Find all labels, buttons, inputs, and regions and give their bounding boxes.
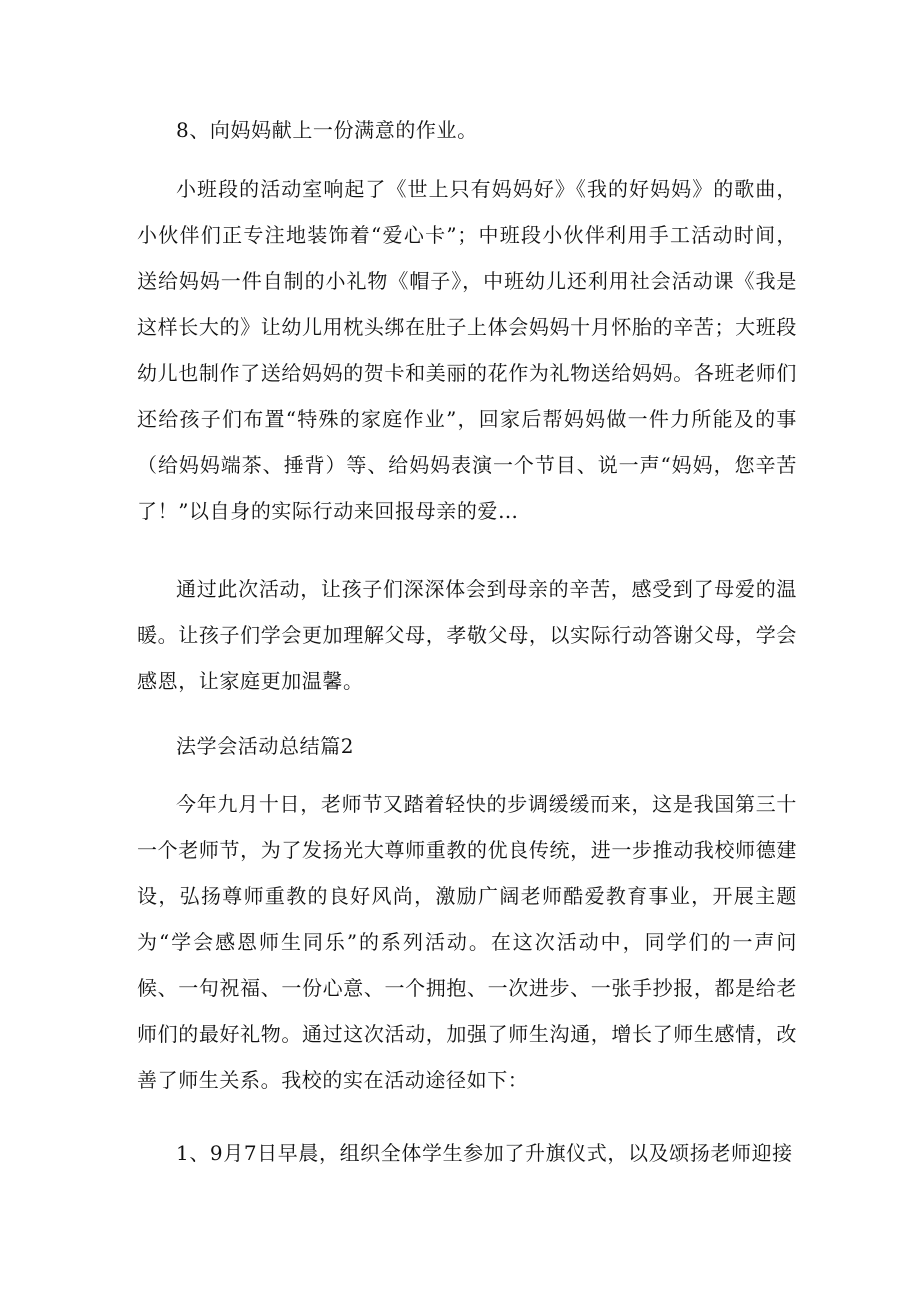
paragraph-activity-summary: 通过此次活动，让孩子们深深体会到母亲的辛苦，感受到了母爱的温暖。让孩子们学会更加理解父母，孝敬父母，以实际行动答谢父母，学会感恩，让家庭更加温馨。 — [137, 577, 797, 693]
list-item-1: 1、9月7日早晨，组织全体学生参加了升旗仪式，以及颂扬老师迎接 — [176, 1141, 793, 1165]
paragraph-teachers-day: 今年九月十日，老师节又踏着轻快的步调缓缓而来，这是我国第三十一个老师节，为了发扬光大尊师重教的优良传统，进一步推动我校师德建设，弘扬尊师重教的良好风尚，激励广阔老师酷爱教育事业，开展主题为“学会感恩师生同乐”的系列活动。在这次活动中，同学们的一声问候、一句祝福、一份心意、一个拥抱、一次进步、一张手抄报，都是给老师们的最好礼物。通过这次活动，加强了师生沟通，增长了师生感情，改善了师生关系。我校的实在活动途径如下： — [137, 792, 797, 1092]
list-item-8: 8、向妈妈献上一份满意的作业。 — [176, 118, 478, 142]
section-title: 法学会活动总结篇2 — [176, 734, 355, 758]
paragraph-mothers-day-activities: 小班段的活动室响起了《世上只有妈妈好》《我的好妈妈》的歌曲，小伙伴们正专注地装饰着“爱心卡”；中班段小伙伴利用手工活动时间，送给妈妈一件自制的小礼物《帽子》，中班幼儿还利用社会活动课《我是这样长大的》让幼儿用枕头绑在肚子上体会妈妈十月怀胎的辛苦；大班段幼儿也制作了送给妈妈的贺卡和美丽的花作为礼物送给妈妈。各班老师们还给孩子们布置“特殊的家庭作业”，回家后帮妈妈做一件力所能及的事（给妈妈端茶、捶背）等、给妈妈表演一个节目、说一声“妈妈，您辛苦了！”以自身的实际行动来回报母亲的爱… — [137, 177, 797, 523]
